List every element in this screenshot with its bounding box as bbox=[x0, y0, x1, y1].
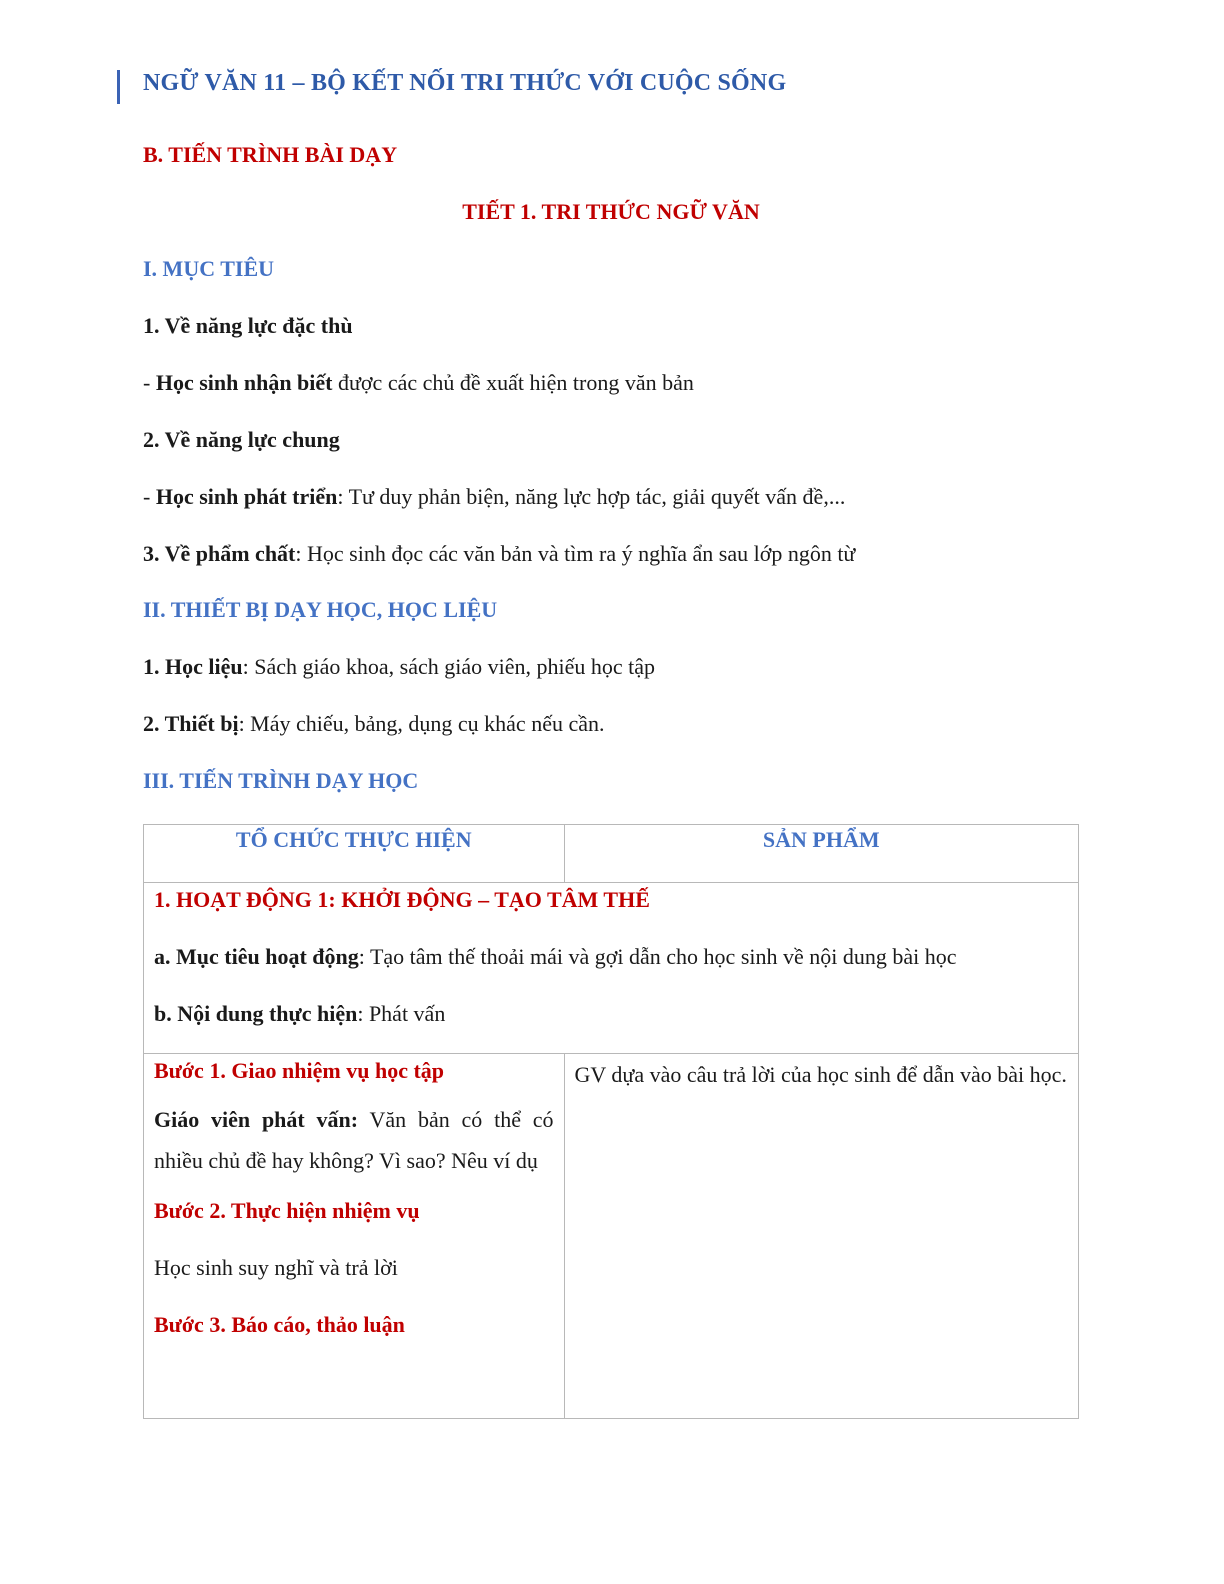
part2-item1-bold: 1. Học liệu bbox=[143, 654, 243, 679]
part1-sub1-item-bold: Học sinh nhận biết bbox=[155, 370, 333, 395]
steps-cell bbox=[144, 1054, 565, 1419]
lesson-plan-table bbox=[143, 824, 1079, 1419]
part1-sub2: 2. Về năng lực chung bbox=[143, 427, 340, 452]
part1-sub2-item-text: : Tư duy phản biện, năng lực hợp tác, giải quyết vấn đề,... bbox=[337, 484, 846, 509]
product-text: GV dựa vào câu trả lời của học sinh để dẫn vào bài học. bbox=[574, 1062, 1067, 1087]
step1-body bbox=[154, 1099, 554, 1181]
part1-sub3-bold: 3. Về phẩm chất bbox=[143, 541, 296, 566]
part1-sub3 bbox=[143, 541, 855, 567]
lesson-title: TIẾT 1. TRI THỨC NGỮ VĂN bbox=[462, 199, 760, 224]
table-header-product bbox=[564, 825, 1078, 883]
activity-cell bbox=[144, 883, 1079, 1054]
activity-goal-bold: a. Mục tiêu hoạt động bbox=[154, 944, 359, 969]
activity-content-text: : Phát vấn bbox=[357, 1001, 446, 1026]
activity-goal-text: : Tạo tâm thế thoải mái và gợi dẫn cho học sinh về nội dung bài học bbox=[358, 944, 957, 969]
table-activity-row bbox=[144, 883, 1079, 1054]
product-cell bbox=[564, 1054, 1078, 1419]
part1-sub3-text: : Học sinh đọc các văn bản và tìm ra ý nghĩa ẩn sau lớp ngôn từ bbox=[295, 541, 856, 566]
activity-title: 1. HOẠT ĐỘNG 1: KHỞI ĐỘNG – TẠO TÂM THẾ bbox=[154, 887, 650, 912]
part1-sub1: 1. Về năng lực đặc thù bbox=[143, 313, 353, 338]
step1-heading: Bước 1. Giao nhiệm vụ học tập bbox=[154, 1058, 445, 1083]
part1-sub2-item: - Học sinh phát triển: Tư duy phản biện, năng lực hợp tác, giải quyết vấn đề,... bbox=[143, 484, 846, 509]
step2-heading: Bước 2. Thực hiện nhiệm vụ bbox=[154, 1198, 420, 1223]
part1-heading: I. MỤC TIÊU bbox=[143, 256, 275, 281]
activity-goal bbox=[154, 942, 1068, 971]
part1-sub1-item: - Học sinh nhận biết được các chủ đề xuất hiện trong văn bản bbox=[143, 370, 694, 395]
part1-sub2-item-bold: Học sinh phát triển bbox=[155, 484, 338, 509]
activity-content-bold: b. Nội dung thực hiện bbox=[154, 1001, 358, 1026]
table-header-organize bbox=[144, 825, 565, 883]
table-header-product-label: SẢN PHẨM bbox=[762, 827, 880, 852]
part1-sub1-item-text: được các chủ đề xuất hiện trong văn bản bbox=[332, 370, 694, 395]
step2-body: Học sinh suy nghĩ và trả lời bbox=[154, 1255, 398, 1280]
part2-item1 bbox=[143, 654, 655, 680]
part2-heading: II. THIẾT BỊ DẠY HỌC, HỌC LIỆU bbox=[143, 597, 498, 622]
part3-heading: III. TIẾN TRÌNH DẠY HỌC bbox=[143, 768, 419, 793]
table-steps-row bbox=[144, 1054, 1079, 1419]
table-header-organize-label: TỔ CHỨC THỰC HIỆN bbox=[235, 827, 472, 852]
step1-body-bold: Giáo viên phát vấn: bbox=[154, 1107, 359, 1132]
section-b-heading: B. TIẾN TRÌNH BÀI DẠY bbox=[143, 142, 398, 167]
activity-content bbox=[154, 999, 1068, 1028]
part2-item1-text: : Sách giáo khoa, sách giáo viên, phiếu học tập bbox=[242, 654, 655, 679]
table-header-row bbox=[144, 825, 1079, 883]
part2-item2-text: : Máy chiếu, bảng, dụng cụ khác nếu cần. bbox=[238, 711, 605, 736]
header-accent-bar bbox=[117, 70, 120, 104]
step1-body-text: Văn bản có thể có nhiều chủ đề hay không? Vì sao? Nêu ví dụ bbox=[154, 1107, 554, 1173]
part2-item2-bold: 2. Thiết bị bbox=[143, 711, 239, 736]
step3-heading: Bước 3. Báo cáo, thảo luận bbox=[154, 1312, 405, 1337]
header-title: NGỮ VĂN 11 – BỘ KẾT NỐI TRI THỨC VỚI CUỘC SỐNG bbox=[143, 70, 787, 96]
part2-item2 bbox=[143, 711, 605, 737]
